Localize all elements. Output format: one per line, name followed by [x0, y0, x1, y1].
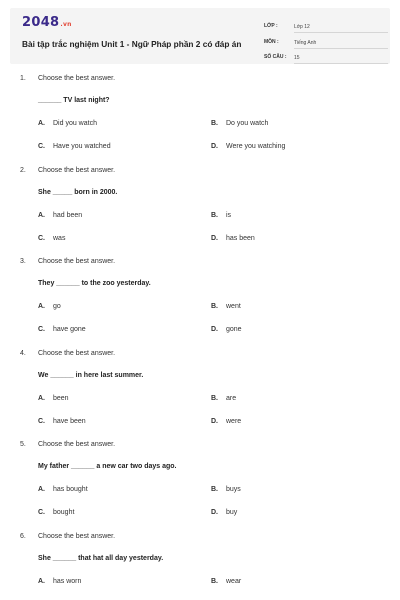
- question-item: [0, 75, 400, 167]
- logo-suffix: .vn: [60, 21, 72, 28]
- option-text: buy: [226, 509, 238, 516]
- question-number: 5.: [20, 441, 26, 448]
- quiz-meta: [264, 21, 388, 68]
- option-text: wear: [226, 577, 242, 585]
- question-number: 1.: [20, 75, 26, 82]
- question-text: ______ TV last night?: [38, 97, 110, 104]
- option-text: have gone: [53, 326, 86, 333]
- answer-option-a[interactable]: [38, 486, 88, 493]
- option-letter: B.: [211, 303, 218, 310]
- answer-option-d[interactable]: [211, 418, 241, 425]
- question-prompt: Choose the best answer.: [38, 166, 116, 174]
- option-letter: C.: [38, 143, 45, 150]
- option-text: been: [53, 394, 69, 402]
- question-number: 4.: [20, 349, 26, 357]
- question-prompt: Choose the best answer.: [38, 75, 116, 82]
- question-list: [0, 75, 400, 600]
- page-title: Bài tập trắc nghiệm Unit 1 - Ngữ Pháp phần 2 có đáp án: [22, 39, 242, 49]
- option-letter: B.: [211, 577, 218, 585]
- meta-row-subject: [264, 37, 388, 51]
- answer-option-d[interactable]: [211, 235, 255, 242]
- answer-option-c[interactable]: [38, 143, 111, 150]
- option-text: was: [53, 234, 66, 242]
- meta-label: MÔN :: [264, 38, 279, 45]
- question-number: 6.: [20, 532, 26, 540]
- option-letter: A.: [38, 486, 45, 493]
- answer-option-b[interactable]: [211, 120, 268, 127]
- option-letter: D.: [211, 234, 218, 242]
- option-text: have been: [53, 417, 86, 425]
- option-letter: C.: [38, 509, 45, 516]
- meta-label: SỐ CÂU :: [264, 54, 287, 60]
- question-item: [0, 350, 400, 442]
- option-letter: D.: [211, 326, 218, 333]
- answer-option-b[interactable]: [211, 303, 241, 310]
- option-letter: B.: [211, 120, 218, 127]
- meta-value: 15: [294, 53, 388, 64]
- question-header: [20, 258, 115, 265]
- option-letter: B.: [211, 394, 218, 402]
- option-text: Do you watch: [226, 120, 269, 127]
- site-logo[interactable]: [22, 15, 72, 30]
- answer-option-d[interactable]: [211, 326, 242, 333]
- answer-option-b[interactable]: [211, 212, 231, 219]
- answer-option-a[interactable]: [38, 303, 61, 310]
- option-text: Did you watch: [53, 120, 97, 127]
- option-letter: D.: [211, 509, 218, 516]
- option-letter: A.: [38, 577, 45, 585]
- answer-option-b[interactable]: [211, 395, 236, 402]
- question-number: 2.: [20, 166, 26, 174]
- question-text: They ______ to the zoo yesterday.: [38, 280, 151, 287]
- option-text: has bought: [53, 486, 88, 493]
- answer-option-c[interactable]: [38, 509, 74, 516]
- answer-option-b[interactable]: [211, 578, 241, 585]
- option-letter: C.: [38, 234, 45, 242]
- option-text: buys: [226, 486, 241, 493]
- meta-value: Tiếng Anh: [294, 38, 388, 49]
- option-letter: C.: [38, 326, 45, 333]
- answer-option-b[interactable]: [211, 486, 241, 493]
- option-letter: D.: [211, 143, 218, 150]
- answer-option-a[interactable]: [38, 212, 82, 219]
- option-text: gone: [226, 326, 242, 333]
- option-text: went: [226, 303, 241, 310]
- option-text: Have you watched: [53, 143, 111, 150]
- option-text: is: [226, 211, 232, 219]
- answer-option-a[interactable]: [38, 578, 81, 585]
- question-prompt: Choose the best answer.: [38, 349, 116, 357]
- question-header: [20, 350, 115, 357]
- question-header: [20, 167, 115, 174]
- question-item: [0, 441, 400, 533]
- option-letter: B.: [211, 486, 218, 493]
- question-prompt: Choose the best answer.: [38, 441, 116, 448]
- option-letter: B.: [211, 211, 218, 219]
- answer-option-c[interactable]: [38, 326, 86, 333]
- question-number: 3.: [20, 258, 26, 265]
- option-letter: A.: [38, 303, 45, 310]
- question-header: [20, 441, 115, 448]
- answer-option-d[interactable]: [211, 509, 237, 516]
- answer-option-a[interactable]: [38, 120, 97, 127]
- logo-main: 2048: [22, 15, 60, 30]
- meta-row-question-count: [264, 52, 388, 66]
- option-text: are: [226, 394, 237, 402]
- question-text: We ______ in here last summer.: [38, 371, 144, 379]
- option-letter: D.: [211, 417, 218, 425]
- answer-option-c[interactable]: [38, 235, 65, 242]
- question-text: My father ______ a new car two days ago.: [38, 463, 177, 470]
- option-text: Were you watching: [226, 143, 286, 150]
- question-header: [20, 75, 115, 82]
- question-text: She _____ born in 2000.: [38, 188, 118, 196]
- option-text: has been: [226, 234, 255, 242]
- meta-label: LỚP :: [264, 23, 278, 29]
- option-letter: A.: [38, 211, 45, 219]
- option-text: bought: [53, 509, 75, 516]
- option-text: has worn: [53, 577, 82, 585]
- question-text: She ______ that hat all day yesterday.: [38, 554, 164, 562]
- answer-option-a[interactable]: [38, 395, 69, 402]
- option-text: had been: [53, 211, 83, 219]
- question-header: [20, 533, 115, 540]
- question-prompt: Choose the best answer.: [38, 532, 116, 540]
- answer-option-c[interactable]: [38, 418, 86, 425]
- question-prompt: Choose the best answer.: [38, 258, 116, 265]
- quiz-header: [10, 8, 390, 64]
- question-item: [0, 258, 400, 350]
- option-text: go: [53, 303, 61, 310]
- option-text: were: [226, 417, 242, 425]
- option-letter: A.: [38, 120, 45, 127]
- option-letter: C.: [38, 417, 45, 425]
- question-item: [0, 167, 400, 259]
- meta-value: Lớp 12: [294, 22, 388, 33]
- meta-row-class: [264, 21, 388, 35]
- option-letter: A.: [38, 394, 45, 402]
- answer-option-d[interactable]: [211, 143, 285, 150]
- question-item: [0, 533, 400, 600]
